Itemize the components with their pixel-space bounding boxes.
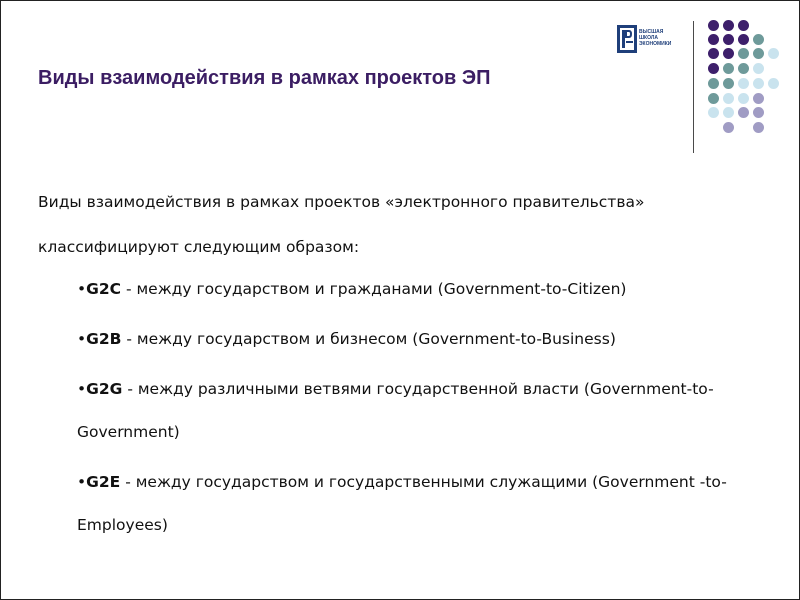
hse-logo-text: ВЫСШАЯ ШКОЛА ЭКОНОМИКИ xyxy=(639,29,672,47)
bullet-marker: • xyxy=(77,280,87,298)
header-divider xyxy=(693,21,694,153)
decor-dot xyxy=(723,122,734,133)
list-item-g2e xyxy=(77,461,767,547)
decor-dot xyxy=(738,63,749,74)
bullet-term: G2G xyxy=(86,380,123,398)
list-item-g2g xyxy=(77,368,767,454)
decor-dot xyxy=(753,48,764,59)
decor-dot xyxy=(723,107,734,118)
intro-line-2: классифицируют следующим образом: xyxy=(38,238,360,256)
decor-dot xyxy=(723,48,734,59)
decor-dot xyxy=(753,34,764,45)
decor-dot xyxy=(738,34,749,45)
decor-dot xyxy=(723,93,734,104)
intro-line-1: Виды взаимодействия в рамках проектов «электронного правительства» xyxy=(38,193,645,211)
list-item-g2c xyxy=(77,268,767,311)
intro-paragraph xyxy=(38,180,758,270)
decor-dot xyxy=(768,48,779,59)
decor-dot xyxy=(738,93,749,104)
decor-dot xyxy=(753,78,764,89)
bullet-marker: • xyxy=(77,473,87,491)
decor-dot xyxy=(708,63,719,74)
decor-dot xyxy=(723,20,734,31)
decor-dot xyxy=(723,34,734,45)
bullet-text: - между государством и гражданами (Government-to-Citizen) xyxy=(121,280,627,298)
decor-dot xyxy=(708,34,719,45)
decor-dot xyxy=(708,93,719,104)
hse-logo-icon xyxy=(617,25,637,53)
decor-dot xyxy=(753,93,764,104)
decor-dot xyxy=(708,20,719,31)
bullet-marker: • xyxy=(77,330,87,348)
decor-dot xyxy=(708,48,719,59)
decor-dot xyxy=(723,78,734,89)
decor-dot xyxy=(738,78,749,89)
interaction-types-list xyxy=(77,268,767,554)
decor-dot xyxy=(753,63,764,74)
list-item-g2b xyxy=(77,318,767,361)
bullet-text: - между государством и государственными служащими (Government -to-Employees) xyxy=(77,473,727,534)
slide-title: Виды взаимодействия в рамках проектов ЭП xyxy=(38,67,491,89)
bullet-marker: • xyxy=(77,380,87,398)
decor-dot xyxy=(708,107,719,118)
bullet-term: G2B xyxy=(86,330,122,348)
decor-dot xyxy=(723,63,734,74)
decor-dot xyxy=(753,107,764,118)
decor-dot xyxy=(708,78,719,89)
hse-logo xyxy=(617,25,697,53)
decor-dot xyxy=(738,20,749,31)
decor-dot xyxy=(768,78,779,89)
decor-dot xyxy=(738,48,749,59)
decor-dot xyxy=(738,107,749,118)
bullet-text: - между государством и бизнесом (Government-to-Business) xyxy=(121,330,616,348)
decor-dot xyxy=(753,122,764,133)
bullet-term: G2E xyxy=(86,473,121,491)
bullet-term: G2C xyxy=(86,280,122,298)
bullet-text: - между различными ветвями государственной власти (Government-to-Government) xyxy=(77,380,714,441)
